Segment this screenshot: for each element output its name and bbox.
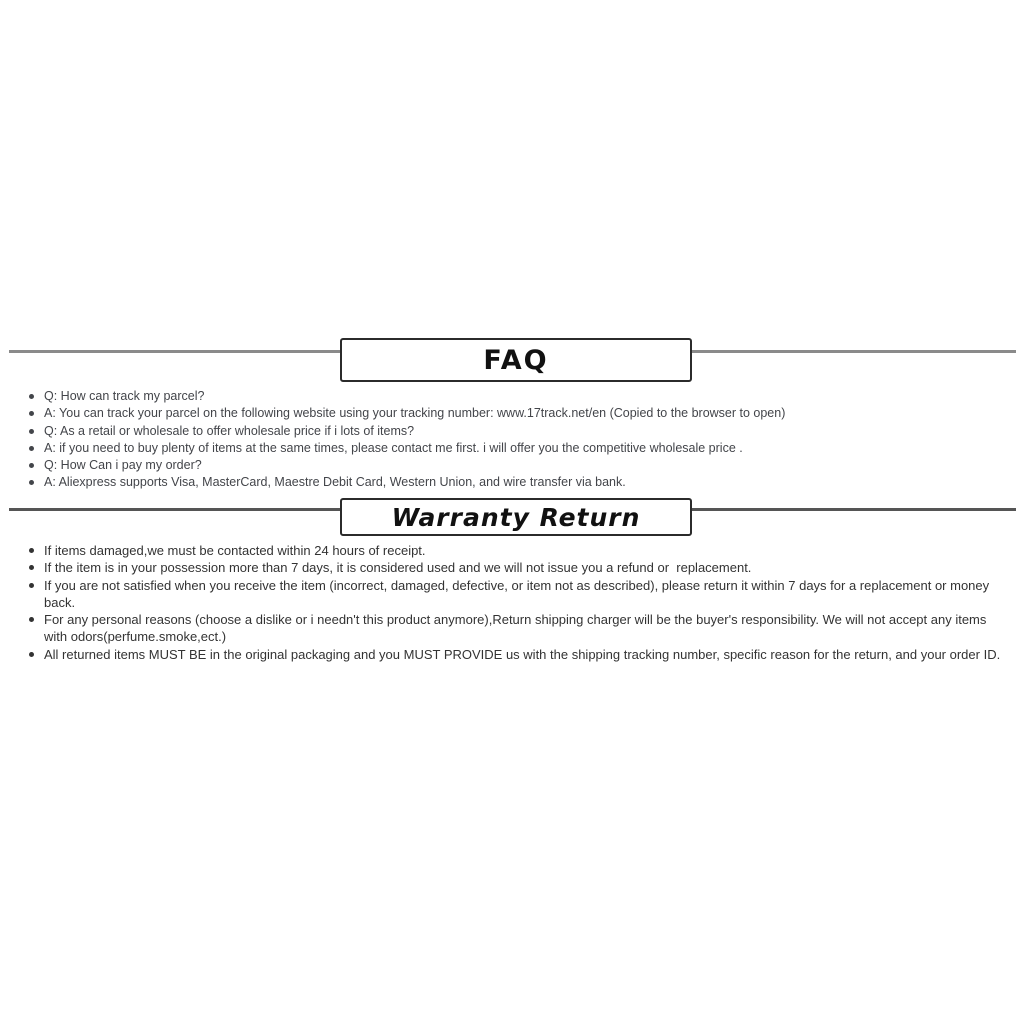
- faq-list: [44, 388, 1024, 492]
- list-item: A: You can track your parcel on the following website using your tracking number: www.17track.net/en (Copied to the browser to open): [44, 405, 1024, 422]
- faq-divider-line-left: [9, 350, 340, 353]
- warranty-divider-line-right: [692, 508, 1016, 511]
- list-item: Q: How can track my parcel?: [44, 388, 1024, 405]
- faq-title-box: [340, 338, 692, 382]
- faq-title: FAQ: [483, 344, 549, 376]
- faq-divider-line-right: [692, 350, 1016, 353]
- list-item: For any personal reasons (choose a dislike or i needn't this product anymore),Return shipping charger will be the buyer's responsibility. We will not accept any items with odors(perfume.smoke,ect.): [44, 611, 1006, 646]
- list-item: Q: How Can i pay my order?: [44, 457, 1024, 474]
- list-item: If you are not satisfied when you receive the item (incorrect, damaged, defective, or item not as described), please return it within 7 days for a replacement or money back.: [44, 577, 1006, 612]
- list-item: If the item is in your possession more than 7 days, it is considered used and we will not issue you a refund or replacement.: [44, 559, 1006, 576]
- warranty-divider-line-left: [9, 508, 340, 511]
- list-item: A: Aliexpress supports Visa, MasterCard, Maestre Debit Card, Western Union, and wire transfer via bank.: [44, 474, 1024, 491]
- list-item: If items damaged,we must be contacted within 24 hours of receipt.: [44, 542, 1006, 559]
- warranty-list: [44, 542, 1006, 663]
- list-item: Q: As a retail or wholesale to offer wholesale price if i lots of items?: [44, 423, 1024, 440]
- warranty-section-header: [0, 498, 1024, 536]
- warranty-title: Warranty Return: [391, 502, 641, 532]
- faq-section-header: [0, 338, 1024, 382]
- list-item: A: if you need to buy plenty of items at the same times, please contact me first. i will offer you the competitive wholesale price .: [44, 440, 1024, 457]
- list-item: All returned items MUST BE in the original packaging and you MUST PROVIDE us with the shipping tracking number, specific reason for the return, and your order ID.: [44, 646, 1006, 663]
- warranty-title-box: [340, 498, 692, 536]
